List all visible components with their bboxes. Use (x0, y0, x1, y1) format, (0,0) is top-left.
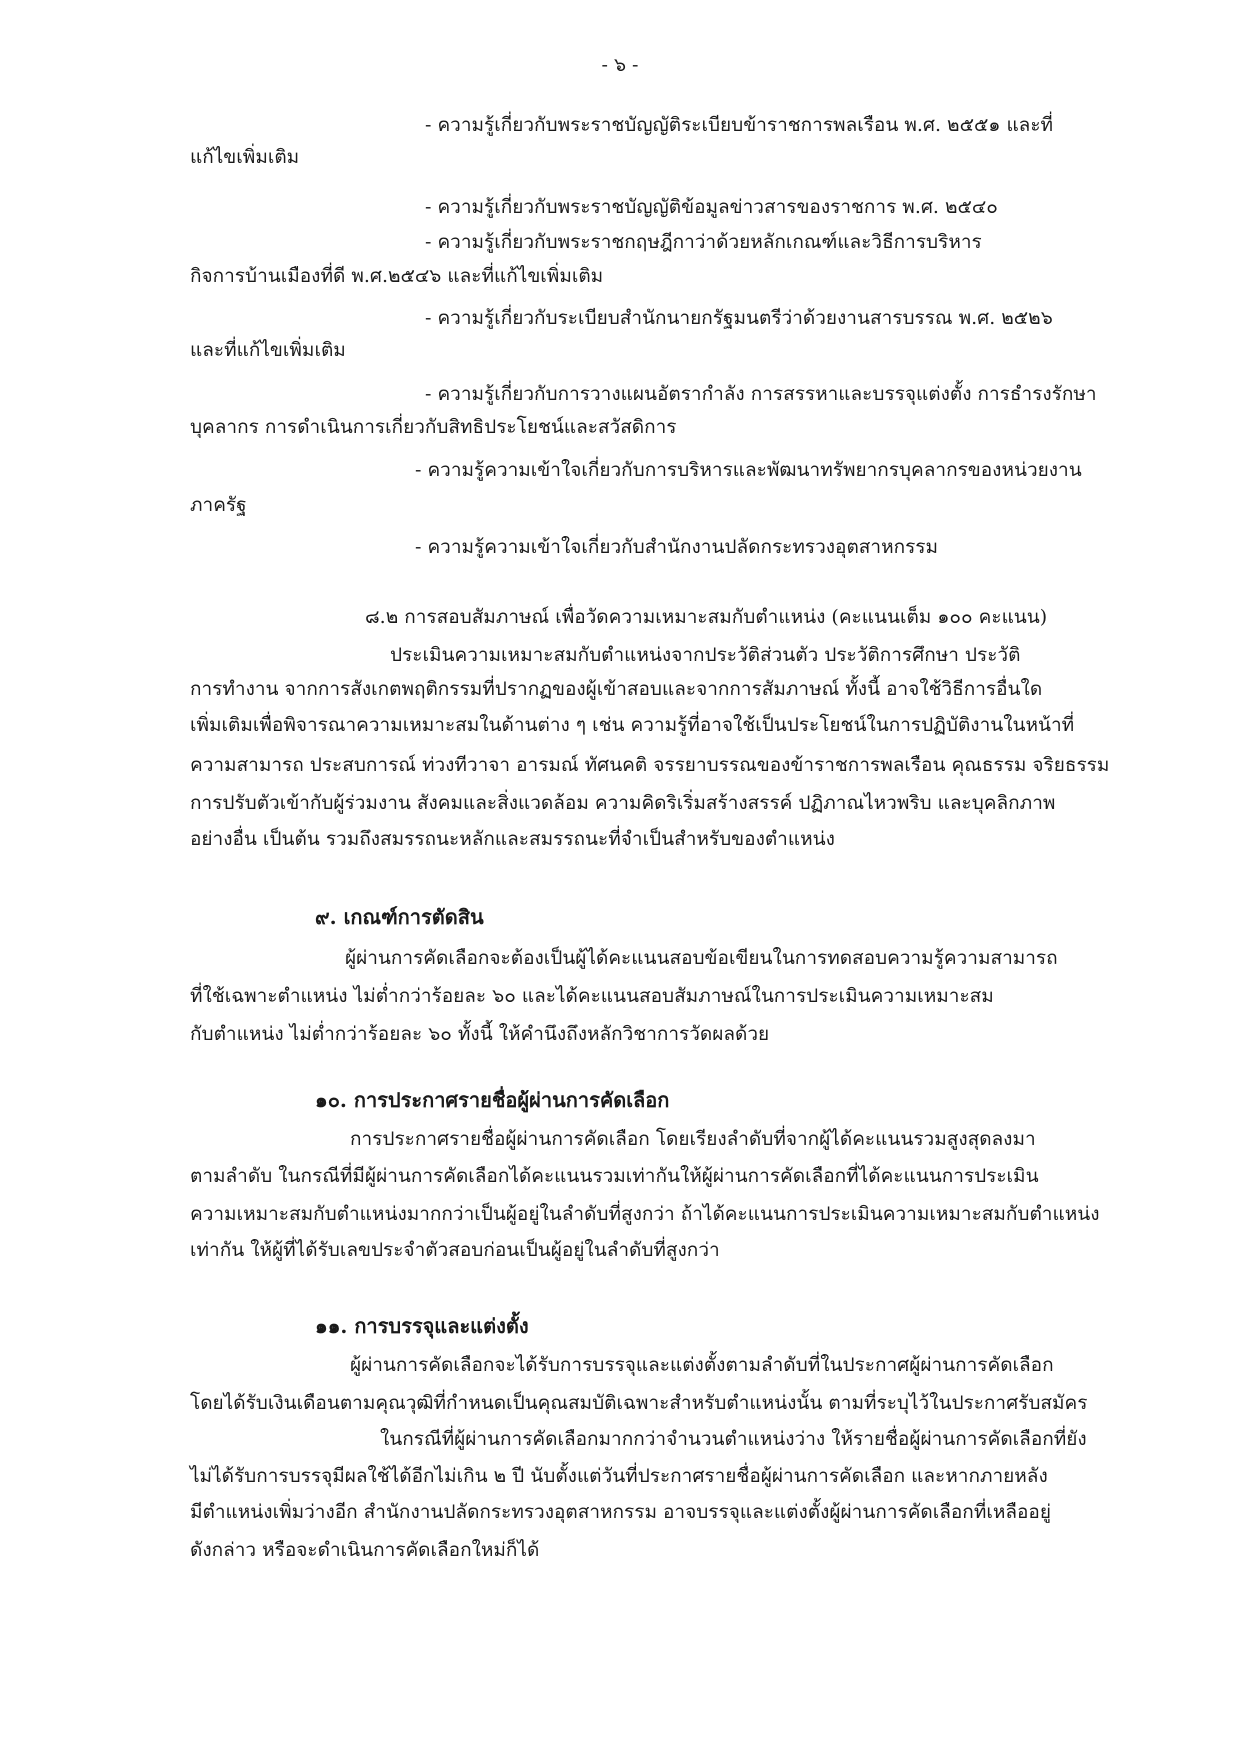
section-8-2-line-6: อย่างอื่น เป็นต้น รวมถึงสมรรถนะหลักและสมรรถนะที่จำเป็นสำหรับของตำแหน่ง (190, 828, 835, 850)
section-9-line-1: ผู้ผ่านการคัดเลือกจะต้องเป็นผู้ได้คะแนนสอบข้อเขียนในการทดสอบความรู้ความสามารถ (345, 947, 1058, 969)
section-10-line-2: ตามลำดับ ในกรณีที่มีผู้ผ่านการคัดเลือกได้คะแนนรวมเท่ากันให้ผู้ผ่านการคัดเลือกที่ได้คะแนนการประเมิน (190, 1165, 1039, 1187)
section-10-line-3: ความเหมาะสมกับตำแหน่งมากกว่าเป็นผู้อยู่ในลำดับที่สูงกว่า ถ้าได้คะแนนการประเมินความเหมาะสมกับตำแหน่ง (190, 1203, 1100, 1225)
section-11-heading: ๑๑. การบรรจุและแต่งตั้ง (315, 1314, 529, 1338)
knowledge-item-1: - ความรู้เกี่ยวกับพระราชบัญญัติระเบียบข้าราชการพลเรือน พ.ศ. ๒๕๕๑ และที่ (425, 114, 1054, 136)
knowledge-item-7: - ความรู้ความเข้าใจเกี่ยวกับสำนักงานปลัดกระทรวงอุตสาหกรรม (415, 536, 939, 558)
section-10-heading: ๑๐. การประกาศรายชื่อผู้ผ่านการคัดเลือก (315, 1088, 670, 1112)
section-11-line-5: มีตำแหน่งเพิ่มว่างอีก สำนักงานปลัดกระทรวงอุตสาหกรรม อาจบรรจุและแต่งตั้งผู้ผ่านการคัดเลือกที่เหลืออยู่ (190, 1501, 1051, 1523)
section-8-2-line-5: การปรับตัวเข้ากับผู้ร่วมงาน สังคมและสิ่งแวดล้อม ความคิดริเริ่มสร้างสรรค์ ปฏิภาณไหวพริบ และบุคลิกภาพ (190, 792, 1056, 814)
knowledge-item-6: - ความรู้ความเข้าใจเกี่ยวกับการบริหารและพัฒนาทรัพยากรบุคลากรของหน่วยงาน (415, 459, 1082, 481)
section-9-line-3: กับตำแหน่ง ไม่ต่ำกว่าร้อยละ ๖๐ ทั้งนี้ ให้คำนึงถึงหลักวิชาการวัดผลด้วย (190, 1023, 770, 1045)
section-10-line-1: การประกาศรายชื่อผู้ผ่านการคัดเลือก โดยเรียงลำดับที่จากผู้ได้คะแนนรวมสูงสุดลงมา (350, 1128, 1036, 1150)
section-8-2-line-3: เพิ่มเติมเพื่อพิจารณาความเหมาะสมในด้านต่าง ๆ เช่น ความรู้ที่อาจใช้เป็นประโยชน์ในการปฏิบัติงานในหน้าที่ (190, 714, 1075, 736)
section-11-line-1: ผู้ผ่านการคัดเลือกจะได้รับการบรรจุและแต่งตั้งตามลำดับที่ในประกาศผู้ผ่านการคัดเลือก (350, 1354, 1054, 1376)
section-8-2-line-2: การทำงาน จากการสังเกตพฤติกรรมที่ปรากฏของผู้เข้าสอบและจากการสัมภาษณ์ ทั้งนี้ อาจใช้วิธีการอื่นใด (190, 678, 1043, 700)
knowledge-item-1-cont: แก้ไขเพิ่มเติม (190, 146, 300, 168)
section-9-heading: ๙. เกณฑ์การตัดสิน (315, 905, 484, 929)
section-8-2-heading: ๘.๒ การสอบสัมภาษณ์ เพื่อวัดความเหมาะสมกับตำแหน่ง (คะแนนเต็ม ๑๐๐ คะแนน) (365, 606, 1048, 628)
section-11-line-6: ดังกล่าว หรือจะดำเนินการคัดเลือกใหม่ก็ได้ (190, 1539, 540, 1561)
knowledge-item-3-cont: กิจการบ้านเมืองที่ดี พ.ศ.๒๕๔๖ และที่แก้ไขเพิ่มเติม (190, 265, 604, 287)
knowledge-item-3: - ความรู้เกี่ยวกับพระราชกฤษฎีกาว่าด้วยหลักเกณฑ์และวิธีการบริหาร (425, 231, 982, 253)
section-11-line-4: ไม่ได้รับการบรรจุมีผลใช้ได้อีกไม่เกิน ๒ ปี นับตั้งแต่วันที่ประกาศรายชื่อผู้ผ่านการคัดเลือก และหากภายหลัง (190, 1465, 1048, 1487)
section-11-line-3: ในกรณีที่ผู้ผ่านการคัดเลือกมากกว่าจำนวนตำแหน่งว่าง ให้รายชื่อผู้ผ่านการคัดเลือกที่ยัง (380, 1428, 1087, 1450)
knowledge-item-5-cont: บุคลากร การดำเนินการเกี่ยวกับสิทธิประโยชน์และสวัสดิการ (190, 416, 677, 438)
section-8-2-line-4: ความสามารถ ประสบการณ์ ท่วงทีวาจา อารมณ์ ทัศนคติ จรรยาบรรณของข้าราชการพลเรือน คุณธรรม จริยธรรม (190, 754, 1110, 776)
page-number: - ๖ - (601, 54, 639, 76)
section-11-line-2: โดยได้รับเงินเดือนตามคุณวุฒิที่กำหนดเป็นคุณสมบัติเฉพาะสำหรับตำแหน่งนั้น ตามที่ระบุไว้ในประกาศรับสมัคร (190, 1392, 1088, 1414)
knowledge-item-4-cont: และที่แก้ไขเพิ่มเติม (190, 339, 346, 361)
knowledge-item-5: - ความรู้เกี่ยวกับการวางแผนอัตรากำลัง การสรรหาและบรรจุแต่งตั้ง การธำรงรักษา (425, 383, 1097, 405)
knowledge-item-4: - ความรู้เกี่ยวกับระเบียบสำนักนายกรัฐมนตรีว่าด้วยงานสารบรรณ พ.ศ. ๒๕๒๖ (425, 307, 1053, 329)
section-9-line-2: ที่ใช้เฉพาะตำแหน่ง ไม่ต่ำกว่าร้อยละ ๖๐ และได้คะแนนสอบสัมภาษณ์ในการประเมินความเหมาะสม (190, 985, 994, 1007)
knowledge-item-2: - ความรู้เกี่ยวกับพระราชบัญญัติข้อมูลข่าวสารของราชการ พ.ศ. ๒๕๔๐ (425, 196, 998, 218)
section-8-2-line-1: ประเมินความเหมาะสมกับตำแหน่งจากประวัติส่วนตัว ประวัติการศึกษา ประวัติ (390, 644, 1021, 666)
section-10-line-4: เท่ากัน ให้ผู้ที่ได้รับเลขประจำตัวสอบก่อนเป็นผู้อยู่ในลำดับที่สูงกว่า (190, 1239, 720, 1261)
knowledge-item-6-cont: ภาครัฐ (190, 494, 247, 516)
